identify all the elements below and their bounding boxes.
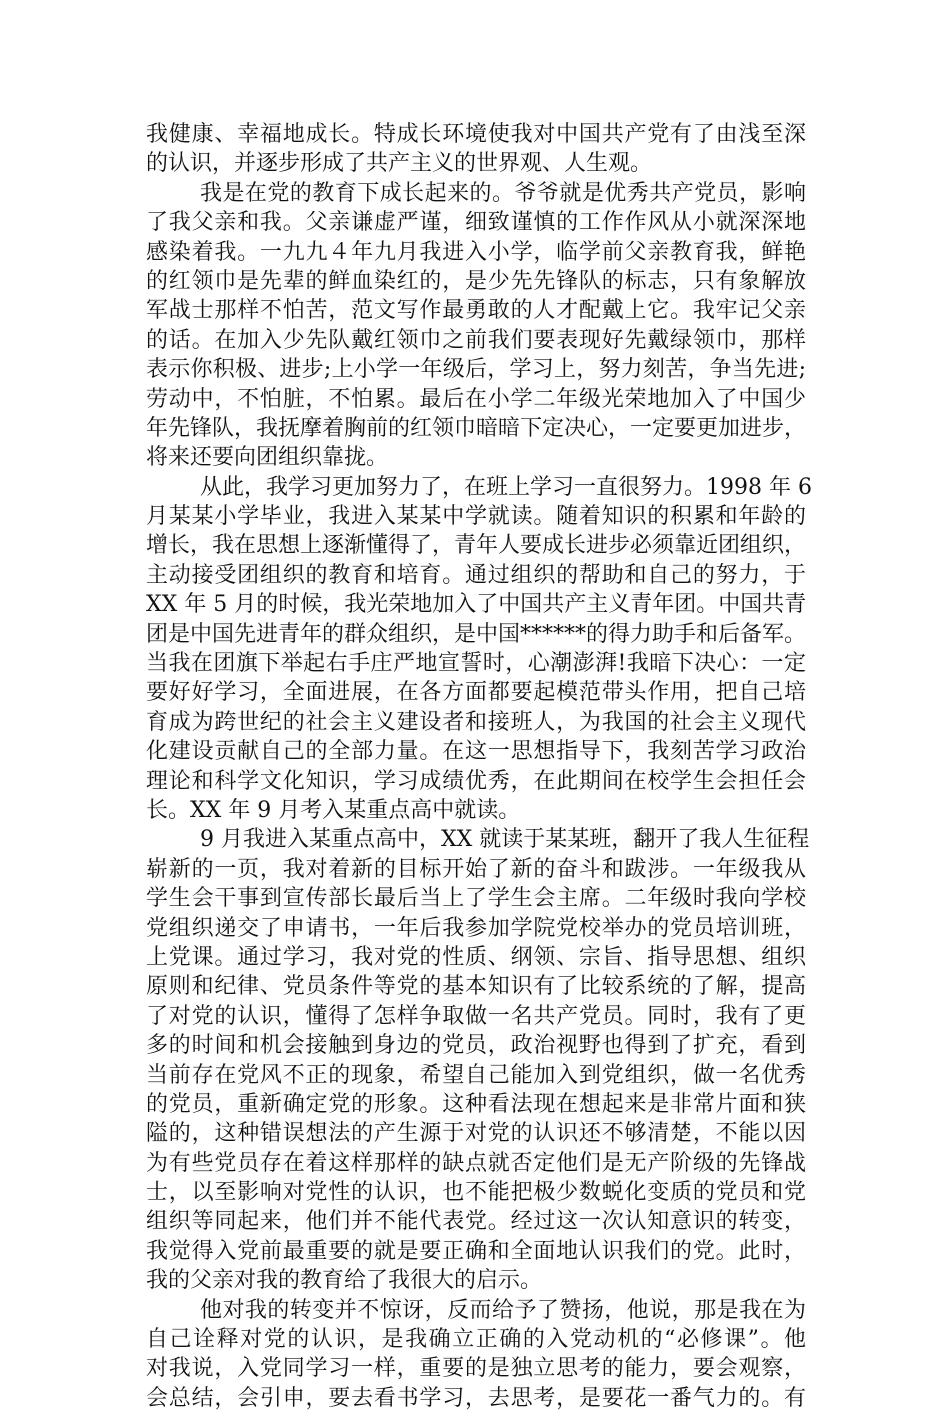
text-line: 对我说，入党同学习一样，重要的是独立思考的能力，要会观察，	[146, 1356, 806, 1382]
text-line: 学生会干事到宣传部长最后当上了学生会主席。二年级时我向学校	[146, 886, 806, 912]
text-line: 为有些党员存在着这样那样的缺点就否定他们是无产阶级的先锋战	[146, 1150, 806, 1176]
text-line: 当前存在党风不正的现象，希望自己能加入到党组织，做一名优秀	[146, 1062, 806, 1088]
text-line: 主动接受团组织的教育和培育。通过组织的帮助和自己的努力，于	[146, 562, 806, 588]
text-line: 原则和纪律、党员条件等党的基本知识有了比较系统的了解，提高	[146, 974, 806, 1000]
text-line: 的话。在加入少先队戴红领巾之前我们要表现好先戴绿领巾，那样	[146, 327, 806, 353]
document-body	[146, 120, 812, 1413]
text-line: 理论和科学文化知识，学习成绩优秀，在此期间在校学生会担任会	[146, 768, 806, 794]
text-line: 年先锋队，我抚摩着胸前的红领巾暗暗下定决心，一定要更加进步，	[146, 415, 807, 441]
text-line: 长。XX 年 9 月考入某重点高中就读。	[146, 797, 521, 823]
text-line: 增长，我在思想上逐渐懂得了，青年人要成长进步必须靠近团组织，	[146, 533, 807, 559]
text-line: 育成为跨世纪的社会主义建设者和接班人，为我国的社会主义现代	[146, 709, 806, 735]
text-line: 了我父亲和我。父亲谦虚严谨，细致谨慎的工作作风从小就深深地	[146, 210, 806, 236]
text-line: 9 月我进入某重点高中，XX 就读于某某班，翻开了我人生征程	[200, 827, 810, 853]
text-line: 将来还要向团组织靠拢。	[146, 445, 389, 471]
text-line: 的认识，并逐步形成了共产主义的世界观、人生观。	[146, 151, 653, 177]
text-line: 会总结，会引申，要去看书学习，去思考，是要花一番气力的。有	[146, 1385, 806, 1411]
text-line: 士，以至影响对党性的认识，也不能把极少数蜕化变质的党员和党	[146, 1180, 806, 1206]
text-line: 我觉得入党前最重要的就是要正确和全面地认识我们的党。此时，	[146, 1238, 806, 1264]
text-line: 当我在团旗下举起右手庄严地宣誓时，心潮澎湃!我暗下决心：一定	[146, 651, 806, 677]
text-line: 团是中国先进青年的群众组织，是中国******的得力助手和后备军。	[146, 621, 807, 647]
text-line: 隘的，这种错误想法的产生源于对党的认识还不够清楚，不能以因	[146, 1121, 806, 1147]
text-line: 月某某小学毕业，我进入某某中学就读。随着知识的积累和年龄的	[146, 504, 806, 530]
text-line: 表示你积极、进步;上小学一年级后，学习上，努力刻苦，争当先进;	[146, 357, 806, 383]
text-line: 多的时间和机会接触到身边的党员，政治视野也得到了扩充，看到	[146, 1033, 806, 1059]
text-line: 我是在党的教育下成长起来的。爷爷就是优秀共产党员，影响	[200, 180, 806, 206]
text-line: 要好好学习，全面进展，在各方面都要起模范带头作用，把自己培	[146, 680, 806, 706]
text-line: 自己诠释对党的认识，是我确立正确的入党动机的“必修课”。他	[146, 1327, 806, 1353]
text-line: 军战士那样不怕苦，范文写作最勇敢的人才配戴上它。我牢记父亲	[146, 298, 806, 324]
text-line: 我健康、幸福地成长。特成长环境使我对中国共产党有了由浅至深	[146, 122, 806, 147]
text-line: 化建设贡献自己的全部力量。在这一思想指导下，我刻苦学习政治	[146, 739, 806, 765]
text-line: 劳动中，不怕脏，不怕累。最后在小学二年级光荣地加入了中国少	[146, 386, 806, 412]
text-line: 我的父亲对我的教育给了我很大的启示。	[146, 1268, 543, 1294]
text-line: 崭新的一页，我对着新的目标开始了新的奋斗和跋涉。一年级我从	[146, 856, 806, 882]
text-line: 的红领巾是先辈的鲜血染红的，是少先先锋队的标志，只有象解放	[146, 268, 806, 294]
text-line: 从此，我学习更加努力了，在班上学习一直很努力。1998 年 6	[200, 474, 812, 500]
text-line: 感染着我。一九九４年九月我进入小学，临学前父亲教育我，鲜艳	[146, 239, 806, 265]
text-line: 党组织递交了申请书，一年后我参加学院党校举办的党员培训班，	[146, 915, 806, 941]
text-line: 他对我的转变并不惊讶，反而给予了赞扬，他说，那是我在为	[200, 1297, 806, 1323]
text-line: XX 年 5 月的时候，我光荣地加入了中国共产主义青年团。中国共青	[146, 592, 807, 618]
text-line: 组织等同起来，他们并不能代表党。经过这一次认知意识的转变，	[146, 1209, 806, 1235]
text-line: 上党课。通过学习，我对党的性质、纲领、宗旨、指导思想、组织	[146, 944, 806, 970]
text-line: 的党员，重新确定党的形象。这种看法现在想起来是非常片面和狭	[146, 1091, 806, 1117]
text-line: 了对党的认识，懂得了怎样争取做一名共产党员。同时，我有了更	[146, 1003, 806, 1029]
